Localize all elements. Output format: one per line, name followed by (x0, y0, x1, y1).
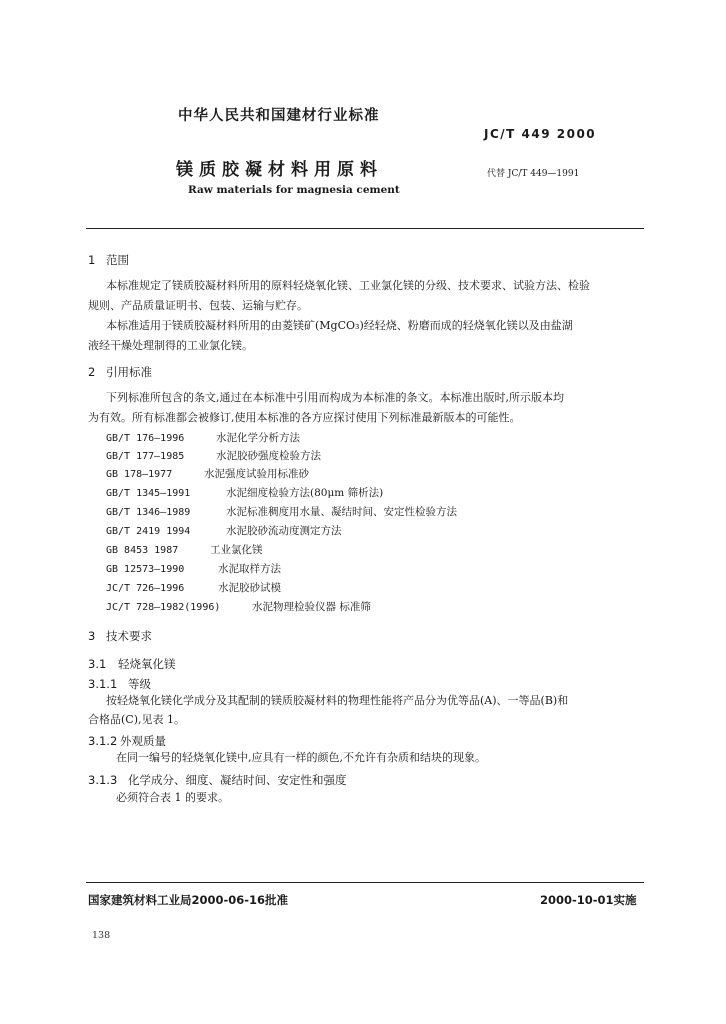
paragraph-line: 按轻烧氧化镁化学成分及其配制的镁质胶凝材料的物理性能将产品分为优等品(A)、一等品(B)和 (106, 694, 569, 707)
reference-code: GB/T 1345—1991 (106, 488, 191, 499)
section-title: 范围 (106, 253, 129, 267)
reference-item (106, 430, 300, 445)
subsection-3-1-3-heading (88, 772, 347, 788)
reference-code: GB/T 2419 1994 (106, 526, 191, 537)
paragraph-line: 本标准适用于镁质胶凝材料所用的由菱镁矿(MgCO₃)经轻烧、粉磨而成的轻烧氧化镁以及由盐湖 (106, 319, 573, 332)
section-title: 引用标准 (106, 365, 152, 379)
standard-code: JC/T 449 2000 (484, 127, 597, 141)
subsection-number: 3.1.1 (88, 677, 118, 691)
approval-date: 国家建筑材料工业局2000-06-16批准 (88, 893, 289, 907)
paragraph-line: 本标准规定了镁质胶凝材料所用的原料轻烧氧化镁、工业氯化镁的分级、技术要求、试验方法、检验 (106, 279, 590, 292)
paragraph-line: 规则、产品质量证明书、包装、运输与贮存。 (88, 299, 308, 312)
effective-date: 2000-10-01实施 (540, 893, 637, 907)
reference-name: 水泥胶砂流动度测定方法 (226, 525, 342, 537)
reference-name: 水泥胶砂强度检验方法 (216, 450, 321, 462)
paragraph-line: 合格品(C),见表 1。 (88, 713, 185, 726)
reference-item (106, 485, 383, 500)
subsection-number: 3.1.3 (88, 773, 118, 787)
section-number: 1 (88, 253, 96, 267)
reference-code: GB 178—1977 (106, 469, 173, 480)
reference-name: 水泥细度检验方法(80μm 筛析法) (226, 487, 384, 499)
paragraph-line: 必须符合表 1 的要求。 (116, 791, 229, 804)
reference-item (106, 580, 281, 595)
reference-code: GB 8453 1987 (106, 545, 179, 556)
subsection-title: 化学成分、细度、凝结时间、安定性和强度 (128, 773, 347, 787)
paragraph-line: 为有效。所有标准都会被修订,使用本标准的各方应探讨使用下列标准最新版本的可能性。 (88, 411, 521, 424)
document-title-english: Raw materials for magnesia cement (188, 184, 400, 196)
reference-item (106, 542, 263, 557)
reference-name: 水泥强度试验用标准砂 (204, 468, 309, 480)
footer-divider (86, 882, 644, 883)
reference-item (106, 523, 342, 538)
reference-name: 水泥化学分析方法 (216, 432, 300, 444)
section-title: 技术要求 (106, 629, 152, 643)
subsection-number: 3.1.2 (88, 734, 118, 748)
subsection-3-1-1-heading (88, 676, 151, 692)
subsection-3-1-heading (88, 656, 176, 672)
section-2-heading (88, 364, 152, 380)
reference-name: 水泥物理检验仪器 标准筛 (252, 601, 371, 613)
reference-name: 水泥取样方法 (218, 563, 281, 575)
reference-code: GB/T 177—1985 (106, 451, 185, 462)
paragraph-line: 在同一编号的轻烧氧化镁中,应具有一样的颜色,不允许有杂质和结块的现象。 (116, 751, 486, 764)
reference-item (106, 561, 281, 576)
replaces-note: 代替 JC/T 449—1991 (487, 169, 580, 179)
reference-name: 水泥胶砂试模 (218, 582, 281, 594)
section-number: 2 (88, 365, 96, 379)
subsection-title: 外观质量 (120, 734, 166, 748)
paragraph-line: 下列标准所包含的条文,通过在本标准中引用而构成为本标准的条文。本标准出版时,所示版本均 (106, 391, 564, 404)
header-divider (86, 228, 644, 229)
subsection-3-1-2-heading (88, 733, 166, 749)
reference-name: 工业氯化镁 (210, 544, 263, 556)
section-3-heading (88, 628, 152, 644)
reference-code: JC/T 728—1982(1996) (106, 602, 221, 613)
page-number: 138 (92, 930, 111, 941)
subsection-title: 轻烧氧化镁 (118, 657, 176, 671)
reference-code: JC/T 726—1996 (106, 583, 185, 594)
subsection-title: 等级 (128, 677, 151, 691)
reference-item (106, 599, 371, 614)
document-title: 镁质胶凝材料用原料 (176, 160, 383, 180)
section-1-heading (88, 252, 129, 268)
reference-item (106, 504, 457, 519)
reference-code: GB 12573—1990 (106, 564, 185, 575)
reference-item (106, 466, 309, 481)
section-number: 3 (88, 629, 96, 643)
reference-code: GB/T 176—1996 (106, 433, 185, 444)
reference-code: GB/T 1346—1989 (106, 507, 191, 518)
issuing-body-title: 中华人民共和国建材行业标准 (178, 108, 380, 124)
reference-name: 水泥标准稠度用水量、凝结时间、安定性检验方法 (226, 506, 457, 518)
reference-item (106, 448, 321, 463)
subsection-number: 3.1 (88, 657, 107, 671)
paragraph-line: 液经干燥处理制得的工业氯化镁。 (88, 339, 253, 352)
